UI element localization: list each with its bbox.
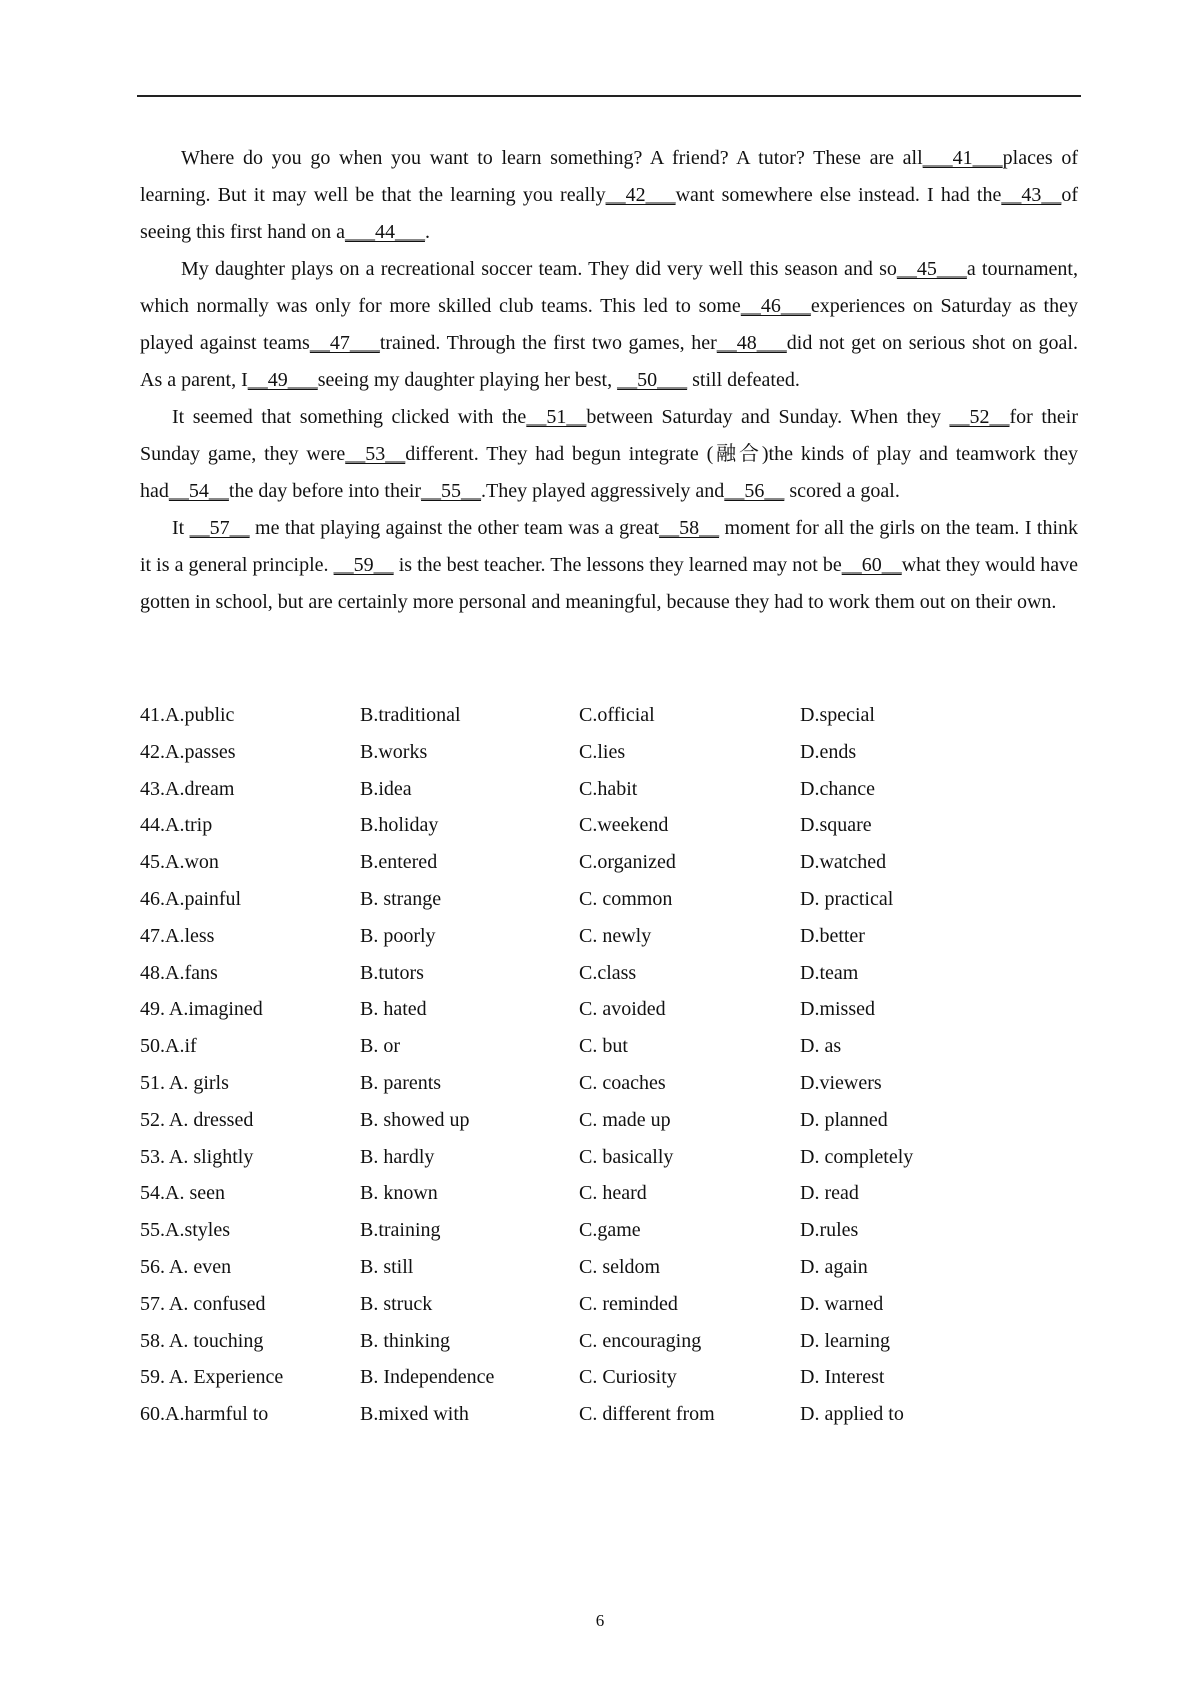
blank-number: __47___ [309,332,380,354]
option-row [140,955,1020,992]
blank-number: __55__ [421,480,482,502]
option-choice-d: D. completely [800,1145,914,1168]
passage-text: It [172,517,190,539]
option-choice-b: B. poorly [360,924,436,947]
option-choice-a: 41.A.public [140,704,235,726]
option-choice-b: B.traditional [360,704,461,726]
option-choice-a: 56. A. even [140,1255,232,1278]
passage-paragraph [140,140,1078,251]
passage-text: what they would have gotten in school, but are certainly more personal and meaningful, because they had to work them out on their own. [140,554,1078,613]
option-choice-a: 54.A. seen [140,1182,225,1205]
passage-text: experiences on Saturday as they played against teams [140,295,1078,354]
passage-text: . [424,221,430,243]
option-choice-a: 48.A.fans [140,961,218,984]
passage-text: did not get on serious shot on goal. As a parent, I [140,332,1078,391]
option-choice-a: 47.A.less [140,924,215,947]
passage-text: .They played aggressively and [481,480,725,502]
option-choice-b: B. thinking [360,1329,451,1352]
option-row [140,918,1020,955]
blank-number: ___44___ [344,221,425,243]
option-choice-a: 50.A.if [140,1035,197,1058]
option-choice-b: B.holiday [360,814,439,837]
passage-text: of seeing this first hand on a [140,184,1078,243]
option-choice-b: B. showed up [360,1108,470,1131]
option-row [140,844,1020,881]
passage-text: want somewhere else instead. I had the [675,184,1002,206]
option-choice-d: D. as [800,1035,842,1058]
option-choice-b: B. Independence [360,1366,495,1389]
option-choice-d: D. planned [800,1108,888,1131]
blank-number: __48___ [716,332,787,354]
option-row [140,1028,1020,1065]
option-row [140,1102,1020,1139]
option-choice-d: D. Interest [800,1366,885,1389]
option-choice-c: C.organized [579,851,676,874]
option-choice-d: D.viewers [800,1071,882,1094]
option-choice-c: C. different from [579,1403,715,1426]
option-choice-c: C. heard [579,1182,647,1205]
option-row [140,1323,1020,1360]
option-choice-d: D.chance [800,777,875,800]
header-rule [137,95,1081,97]
option-choice-d: D. again [800,1255,868,1278]
option-choice-b: B. hated [360,998,427,1021]
option-row [140,1212,1020,1249]
option-row [140,734,1020,771]
passage-paragraph [140,251,1078,399]
blank-number: __46___ [740,295,811,317]
passage-paragraph [140,510,1078,621]
option-choice-b: B. hardly [360,1145,435,1168]
option-choice-a: 51. A. girls [140,1071,229,1094]
option-choice-d: D.watched [800,851,887,874]
passage-text: moment for all the girls on the team. I think it is a general principle. [140,517,1079,576]
blank-number: __43__ [1001,184,1062,206]
passage-text: My daughter plays on a recreational soccer team. They did very well this season and so [181,258,897,280]
blank-number: __45___ [896,258,967,280]
passage-text: the day before into their [228,480,422,502]
blank-number: __54__ [168,480,229,502]
option-choice-a: 46.A.painful [140,887,242,910]
option-choice-b: B.mixed with [360,1403,469,1426]
option-choice-d: D.special [800,704,875,726]
option-choice-b: B. or [360,1035,400,1058]
option-row [140,991,1020,1028]
option-row [140,881,1020,918]
blank-number: __51__ [526,406,587,428]
option-choice-d: D. practical [800,887,894,910]
page-number: 6 [595,1611,605,1630]
option-choice-d: D.team [800,961,859,984]
option-choice-a: 52. A. dressed [140,1108,254,1131]
option-choice-d: D.better [800,924,865,947]
option-choice-a: 53. A. slightly [140,1145,254,1168]
passage-text: Where do you go when you want to learn something? A friend? A tutor? These are all [181,147,923,169]
option-choice-a: 43.A.dream [140,777,235,800]
option-choice-c: C.game [579,1219,641,1242]
passage-text: seeing my daughter playing her best, [317,369,618,391]
option-choice-a: 55.A.styles [140,1219,230,1242]
option-choice-d: D.ends [800,740,857,763]
option-choice-c: C.official [579,704,655,726]
blank-number: ___41___ [922,147,1003,169]
blank-number: __56__ [724,480,785,502]
option-choice-d: D.missed [800,998,875,1021]
option-choice-d: D.rules [800,1219,859,1242]
passage-text: for their Sunday game, they were [140,406,1078,465]
option-row [140,1139,1020,1176]
option-choice-b: B. strange [360,887,442,910]
option-choice-b: B.works [360,740,428,763]
option-choice-b: B. parents [360,1071,442,1094]
option-row [140,771,1020,808]
blank-number: __53__ [345,443,406,465]
option-choice-a: 58. A. touching [140,1329,264,1352]
option-choice-c: C. reminded [579,1292,678,1315]
option-row [140,1396,1020,1433]
option-choice-a: 44.A.trip [140,814,213,837]
option-choice-d: D.square [800,814,872,837]
option-choice-b: B.training [360,1219,441,1242]
passage-paragraph [140,399,1078,510]
option-choice-c: C.habit [579,777,638,800]
passage-text: trained. Through the first two games, her [379,332,717,354]
option-choice-c: C. avoided [579,998,666,1021]
option-choice-c: C.class [579,961,637,984]
blank-number: __49___ [247,369,318,391]
blank-number: __50___ [617,369,688,391]
answer-options-table [140,697,1020,1433]
option-choice-b: B. struck [360,1292,433,1315]
passage-text: places of learning. But it may well be that the learning you really [140,147,1078,206]
option-choice-a: 45.A.won [140,851,219,874]
blank-number: __42___ [605,184,676,206]
option-choice-c: C.weekend [579,814,669,837]
option-choice-c: C. newly [579,924,652,947]
option-choice-d: D. read [800,1182,859,1205]
blank-number: __52__ [949,406,1010,428]
option-row [140,807,1020,844]
option-choice-c: C. coaches [579,1071,666,1094]
option-choice-d: D. applied to [800,1403,904,1426]
option-row [140,1249,1020,1286]
option-choice-c: C.lies [579,740,626,763]
option-choice-c: C. seldom [579,1255,661,1278]
option-row [140,1286,1020,1323]
option-choice-a: 59. A. Experience [140,1366,284,1389]
passage-text: me that playing against the other team was a great [249,517,660,539]
passage-text: still defeated. [687,369,800,391]
passage-text: is the best teacher. The lessons they learned may not be [393,554,842,576]
option-choice-c: C. Curiosity [579,1366,677,1389]
option-row [140,1175,1020,1212]
cloze-passage [140,140,1078,621]
passage-text: It seemed that something clicked with the [172,406,527,428]
option-choice-a: 60.A.harmful to [140,1403,269,1426]
option-choice-a: 42.A.passes [140,740,236,763]
option-choice-d: D. warned [800,1292,884,1315]
blank-number: __58__ [659,517,720,539]
option-choice-b: B.idea [360,777,412,800]
option-row [140,1359,1020,1396]
option-choice-c: C. encouraging [579,1329,702,1352]
option-row [140,1065,1020,1102]
blank-number: __60__ [841,554,902,576]
option-choice-c: C. made up [579,1108,671,1131]
blank-number: __57__ [189,517,250,539]
option-choice-c: C. but [579,1035,628,1058]
passage-text: scored a goal. [784,480,900,502]
blank-number: __59__ [333,554,394,576]
option-row [140,697,1020,734]
option-choice-d: D. learning [800,1329,890,1352]
option-choice-b: B.tutors [360,961,424,984]
passage-text: different. They had begun integrate (融合)the kinds of play and teamwork they had [140,443,1078,502]
option-choice-c: C. basically [579,1145,674,1168]
option-choice-c: C. common [579,887,673,910]
option-choice-a: 49. A.imagined [140,998,263,1021]
option-choice-a: 57. A. confused [140,1292,266,1315]
option-choice-b: B. known [360,1182,438,1205]
option-choice-b: B. still [360,1255,414,1278]
passage-text: a tournament, which normally was only for more skilled club teams. This led to some [140,258,1078,317]
option-choice-b: B.entered [360,851,438,874]
passage-text: between Saturday and Sunday. When they [586,406,950,428]
